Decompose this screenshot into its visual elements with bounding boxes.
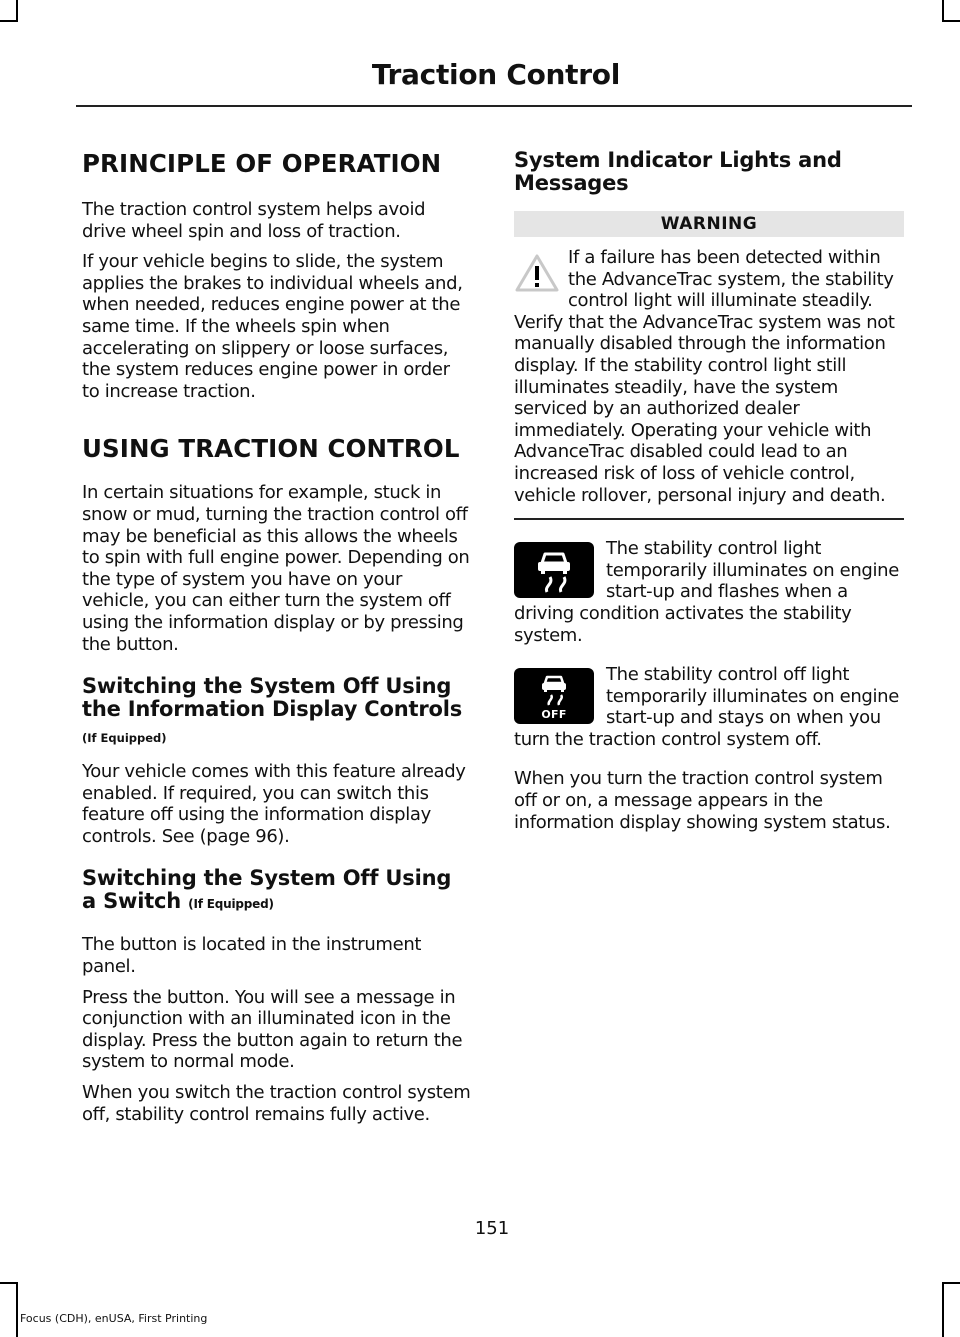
crop-mark [16, 0, 18, 22]
switch-display-heading: Switching the System Off Using the Information Display Controls [82, 674, 462, 722]
crop-mark [942, 1282, 944, 1337]
using-paragraph: In certain situations for example, stuck in snow or mud, turning the traction control off may be beneficial as this allows the wheels to spin with full engine power. Depending on the type of system you have on your vehicle, you can either turn the system off using the information display or by pressing the button. [82, 482, 470, 655]
principle-paragraph-1: The traction control system helps avoid drive wheel spin and loss of traction. [82, 199, 426, 242]
crop-mark [942, 0, 944, 22]
stability-control-off-icon [514, 668, 594, 724]
header-rule [76, 105, 912, 107]
warning-banner: WARNING [514, 211, 904, 237]
principle-heading: PRINCIPLE OF OPERATION [82, 149, 442, 178]
switch-switch-heading-text: Switching the System Off Using a Switch [82, 866, 452, 914]
crop-mark [0, 20, 18, 22]
switch-paragraph-2: Press the button. You will see a message in conjunction with an illuminated icon in the display. Press the button again to return the system to normal mode. [82, 986, 463, 1073]
stability-on-text: The stability control light temporarily illuminates on engine start-up and flashes when a driving condition activates the stability system. [514, 538, 899, 646]
crop-mark [942, 20, 960, 22]
page-title: Traction Control [371, 58, 620, 91]
warning-triangle-icon [514, 253, 560, 297]
switch-paragraph-1: The button is located in the instrument panel. [82, 934, 422, 978]
warning-text: If a failure has been detected within the AdvanceTrac system, the stability control light will illuminate steadily. Verify that the AdvanceTrac system was not manually disabled through the information display. If the stability control light still illuminates steadily, have the system serviced by an authorized dealer immediately. Operating your vehicle with AdvanceTrac disabled could lead to an increased risk of loss of vehicle control, vehicle rollover, personal injury and death. [514, 247, 895, 506]
crop-mark [0, 1282, 18, 1284]
edition-footer: Focus (CDH), enUSA, First Printing [20, 1312, 208, 1325]
indicator-heading: System Indicator Lights and Messages [514, 148, 842, 195]
principle-paragraph-2: If your vehicle begins to slide, the system applies the brakes to individual wheels and, when needed, reduces engine power at the same time. If the wheels spin when accelerating on slippery or loose surfaces, the system reduces engine power in order to increase traction. [82, 251, 463, 402]
crop-mark [942, 1282, 960, 1284]
page-number: 151 [474, 1218, 510, 1239]
warning-rule [514, 518, 904, 520]
stability-off-block [514, 664, 904, 750]
left-column [82, 145, 472, 1125]
off-label: OFF [541, 708, 567, 722]
stability-control-icon [514, 542, 594, 598]
switch-if-equipped-label: (If Equipped) [188, 897, 274, 912]
stability-on-block [514, 538, 904, 646]
switch-display-paragraph: Your vehicle comes with this feature already enabled. If required, you can switch this feature off using the information display controls. See (page 96). [82, 761, 466, 847]
if-equipped-label: (If Equipped) [82, 731, 167, 746]
warning-block [514, 247, 904, 506]
crop-mark [16, 1282, 18, 1337]
message-text: When you turn the traction control system off or on, a message appears in the information display showing system status. [514, 768, 891, 833]
stability-off-text: The stability control off light temporarily illuminates on engine start-up and stays on when you turn the traction control system off. [514, 664, 899, 750]
switch-switch-heading [82, 867, 472, 916]
using-heading: USING TRACTION CONTROL [82, 434, 460, 464]
switch-paragraph-3: When you switch the traction control system off, stability control remains fully active. [82, 1082, 471, 1125]
right-column [514, 145, 904, 833]
